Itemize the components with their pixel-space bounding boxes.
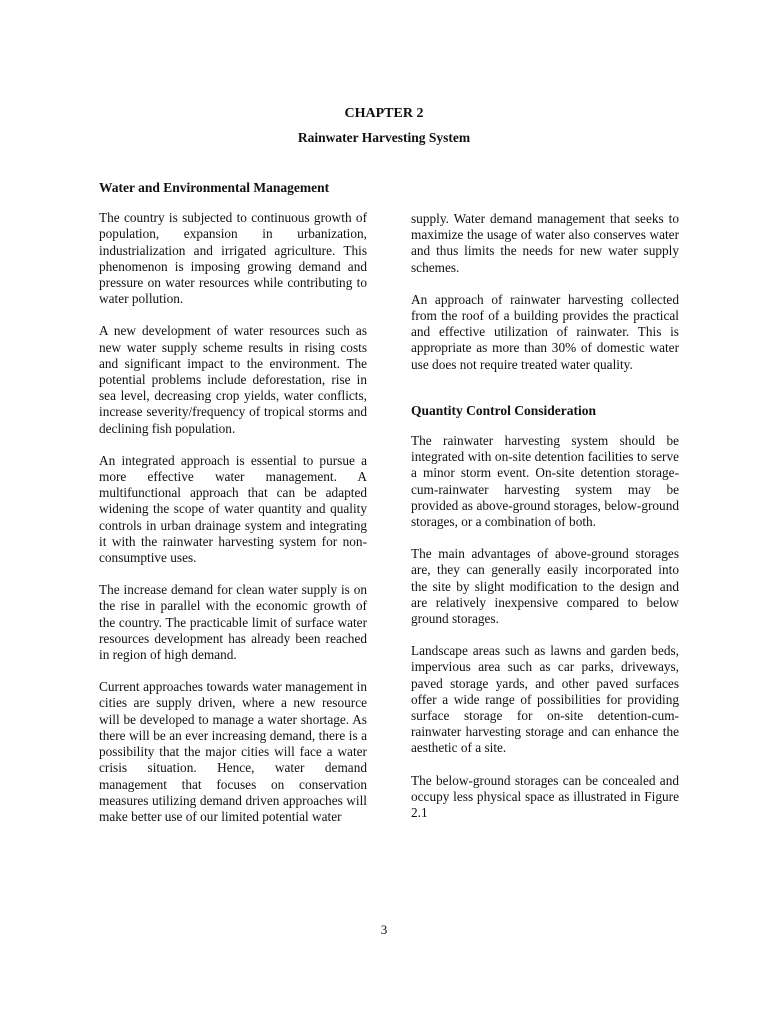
paragraph: The country is subjected to continuous growth of population, expansion in urbanization, industrialization and irrigated agriculture. This phenomenon is imposing growing demand and pressure on water resources while contributing to water pollution. [99,210,367,307]
right-column [411,211,679,837]
paragraph: The rainwater harvesting system should be integrated with on-site detention facilities to serve a minor storm event. On-site detention storage-cum-rainwater harvesting system may be provided as above-ground storages, below-ground storages, or a combination of both. [411,433,679,530]
paragraph: An approach of rainwater harvesting collected from the roof of a building provides the practical and effective utilization of rainwater. This is appropriate as more than 30% of domestic water use does not require treated water quality. [411,291,679,372]
section-heading-water-management: Water and Environmental Management [99,180,330,195]
chapter-label: CHAPTER 2 [344,106,424,121]
page-number: 3 [380,922,388,937]
paragraph: The below-ground storages can be concealed and occupy less physical space as illustrated in Figure 2.1 [411,772,679,821]
paragraph: Current approaches towards water management in cities are supply driven, where a new resource will be developed to manage a water shortage. As there will be an ever increasing demand, there is a possibility that the major cities will face a water crisis situation. Hence, water demand management that focuses on conservation measures utilizing demand driven approaches will make better use of our limited potential water [99,679,367,824]
left-column [99,180,367,841]
chapter-title: Rainwater Harvesting System [297,130,471,145]
paragraph: Landscape areas such as lawns and garden beds, impervious area such as car parks, driveways, paved storage yards, and other paved surfaces offer a wide range of possibilities for providing surface storage for on-site detention-cum-rainwater harvesting storage and can enhance the aesthetic of a site. [411,643,679,756]
section-heading-quantity-control: Quantity Control Consideration [411,402,597,418]
paragraph: An integrated approach is essential to pursue a more effective water management. A multifunctional approach that can be adapted widening the scope of water quantity and quality controls in urban drainage system and integrating it with the rainwater harvesting system for non-consumptive uses. [99,452,367,566]
paragraph: A new development of water resources such as new water supply scheme results in rising costs and significant impact to the environment. The potential problems include deforestation, rise in sea level, decreasing crop yields, water conflicts, increase severity/frequency of tropical storms and declining fish population. [99,323,367,436]
paragraph: supply. Water demand management that seeks to maximize the usage of water also conserves water and thus limits the needs for new water supply schemes. [411,211,679,275]
paragraph: The main advantages of above-ground storages are, they can generally easily incorporated into the site by slight modification to the design and are relatively inexpensive compared to below ground storages. [411,546,679,627]
paragraph: The increase demand for clean water supply is on the rise in parallel with the economic growth of the country. The practicable limit of surface water resources development has already been reached in region of high demand. [99,582,367,663]
